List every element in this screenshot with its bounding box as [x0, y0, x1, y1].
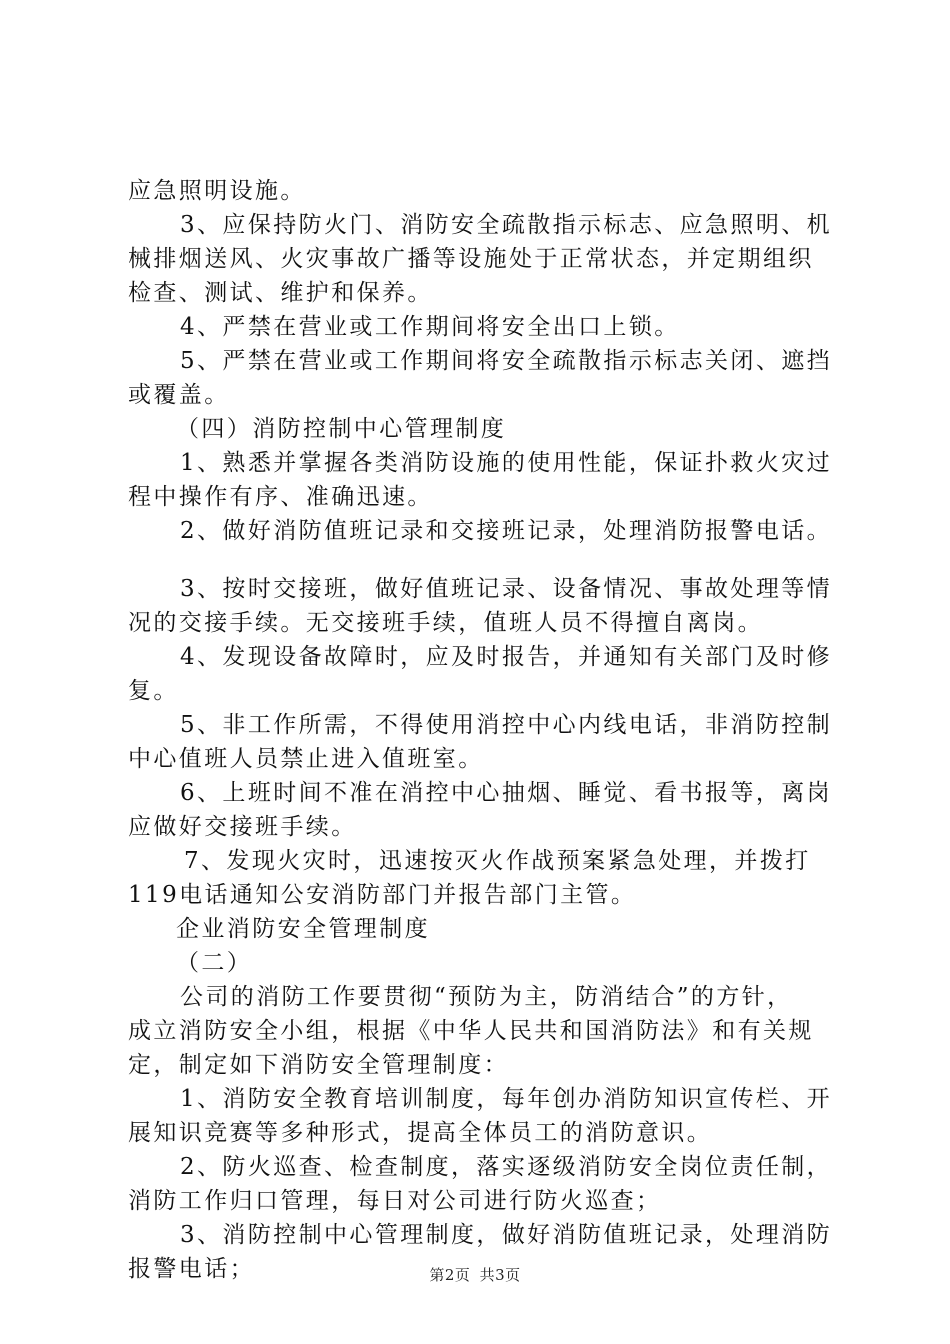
- text-line: 应急照明设施。: [128, 178, 306, 204]
- text-line: 况的交接手续。无交接班手续，值班人员不得擅自离岗。: [128, 610, 763, 636]
- text-line: 5、严禁在营业或工作期间将安全疏散指示标志关闭、遮挡: [180, 348, 833, 374]
- text-line: 程中操作有序、准确迅速。: [128, 484, 433, 510]
- section-heading: （二）: [176, 950, 253, 976]
- text-line: 3、应保持防火门、消防安全疏散指示标志、应急照明、机: [180, 212, 833, 238]
- text-line: 报警电话；: [128, 1256, 255, 1282]
- text-line: 定，制定如下消防安全管理制度：: [128, 1052, 509, 1078]
- text-line: 4、发现设备故障时，应及时报告，并通知有关部门及时修: [180, 644, 833, 670]
- text-line: 应做好交接班手续。: [128, 814, 357, 840]
- text-line: 中心值班人员禁止进入值班室。: [128, 746, 484, 772]
- text-line: 1、熟悉并掌握各类消防设施的使用性能，保证扑救火灾过: [180, 450, 833, 476]
- text-line: 5、非工作所需，不得使用消控中心内线电话，非消防控制: [180, 712, 833, 738]
- text-line: 展知识竞赛等多种形式，提高全体员工的消防意识。: [128, 1120, 713, 1146]
- text-line: 或覆盖。: [128, 382, 230, 408]
- page-number: 第2页: [429, 1266, 471, 1284]
- text-line: 3、按时交接班，做好值班记录、设备情况、事故处理等情: [180, 576, 833, 602]
- text-line: 119电话通知公安消防部门并报告部门主管。: [128, 882, 637, 908]
- text-line: 2、做好消防值班记录和交接班记录，处理消防报警电话。: [180, 518, 833, 544]
- text-line: 6、上班时间不准在消控中心抽烟、睡觉、看书报等，离岗: [180, 780, 833, 806]
- text-line: 成立消防安全小组，根据《中华人民共和国消防法》和有关规: [128, 1018, 814, 1044]
- text-line: 复。: [128, 678, 179, 704]
- section-heading: （四）消防控制中心管理制度: [176, 416, 507, 442]
- text-line: 2、防火巡查、检查制度，落实逐级消防安全岗位责任制，: [180, 1154, 833, 1180]
- text-line: 3、消防控制中心管理制度，做好消防值班记录，处理消防: [180, 1222, 833, 1248]
- text-line: 检查、测试、维护和保养。: [128, 280, 433, 306]
- text-line: 7、发现火灾时，迅速按灭火作战预案紧急处理，并拨打: [184, 848, 811, 874]
- text-line: 4、严禁在营业或工作期间将安全出口上锁。: [180, 314, 680, 340]
- text-line: 1、消防安全教育培训制度，每年创办消防知识宣传栏、开: [180, 1086, 833, 1112]
- text-line: 公司的消防工作要贯彻“预防为主，防消结合”的方针，: [180, 984, 793, 1010]
- text-line: 消防工作归口管理，每日对公司进行防火巡查；: [128, 1188, 662, 1214]
- page-total: 共3页: [479, 1266, 521, 1284]
- text-line: 械排烟送风、火灾事故广播等设施处于正常状态，并定期组织: [128, 246, 814, 272]
- section-heading: 企业消防安全管理制度: [176, 916, 430, 942]
- page-footer: [0, 1265, 950, 1285]
